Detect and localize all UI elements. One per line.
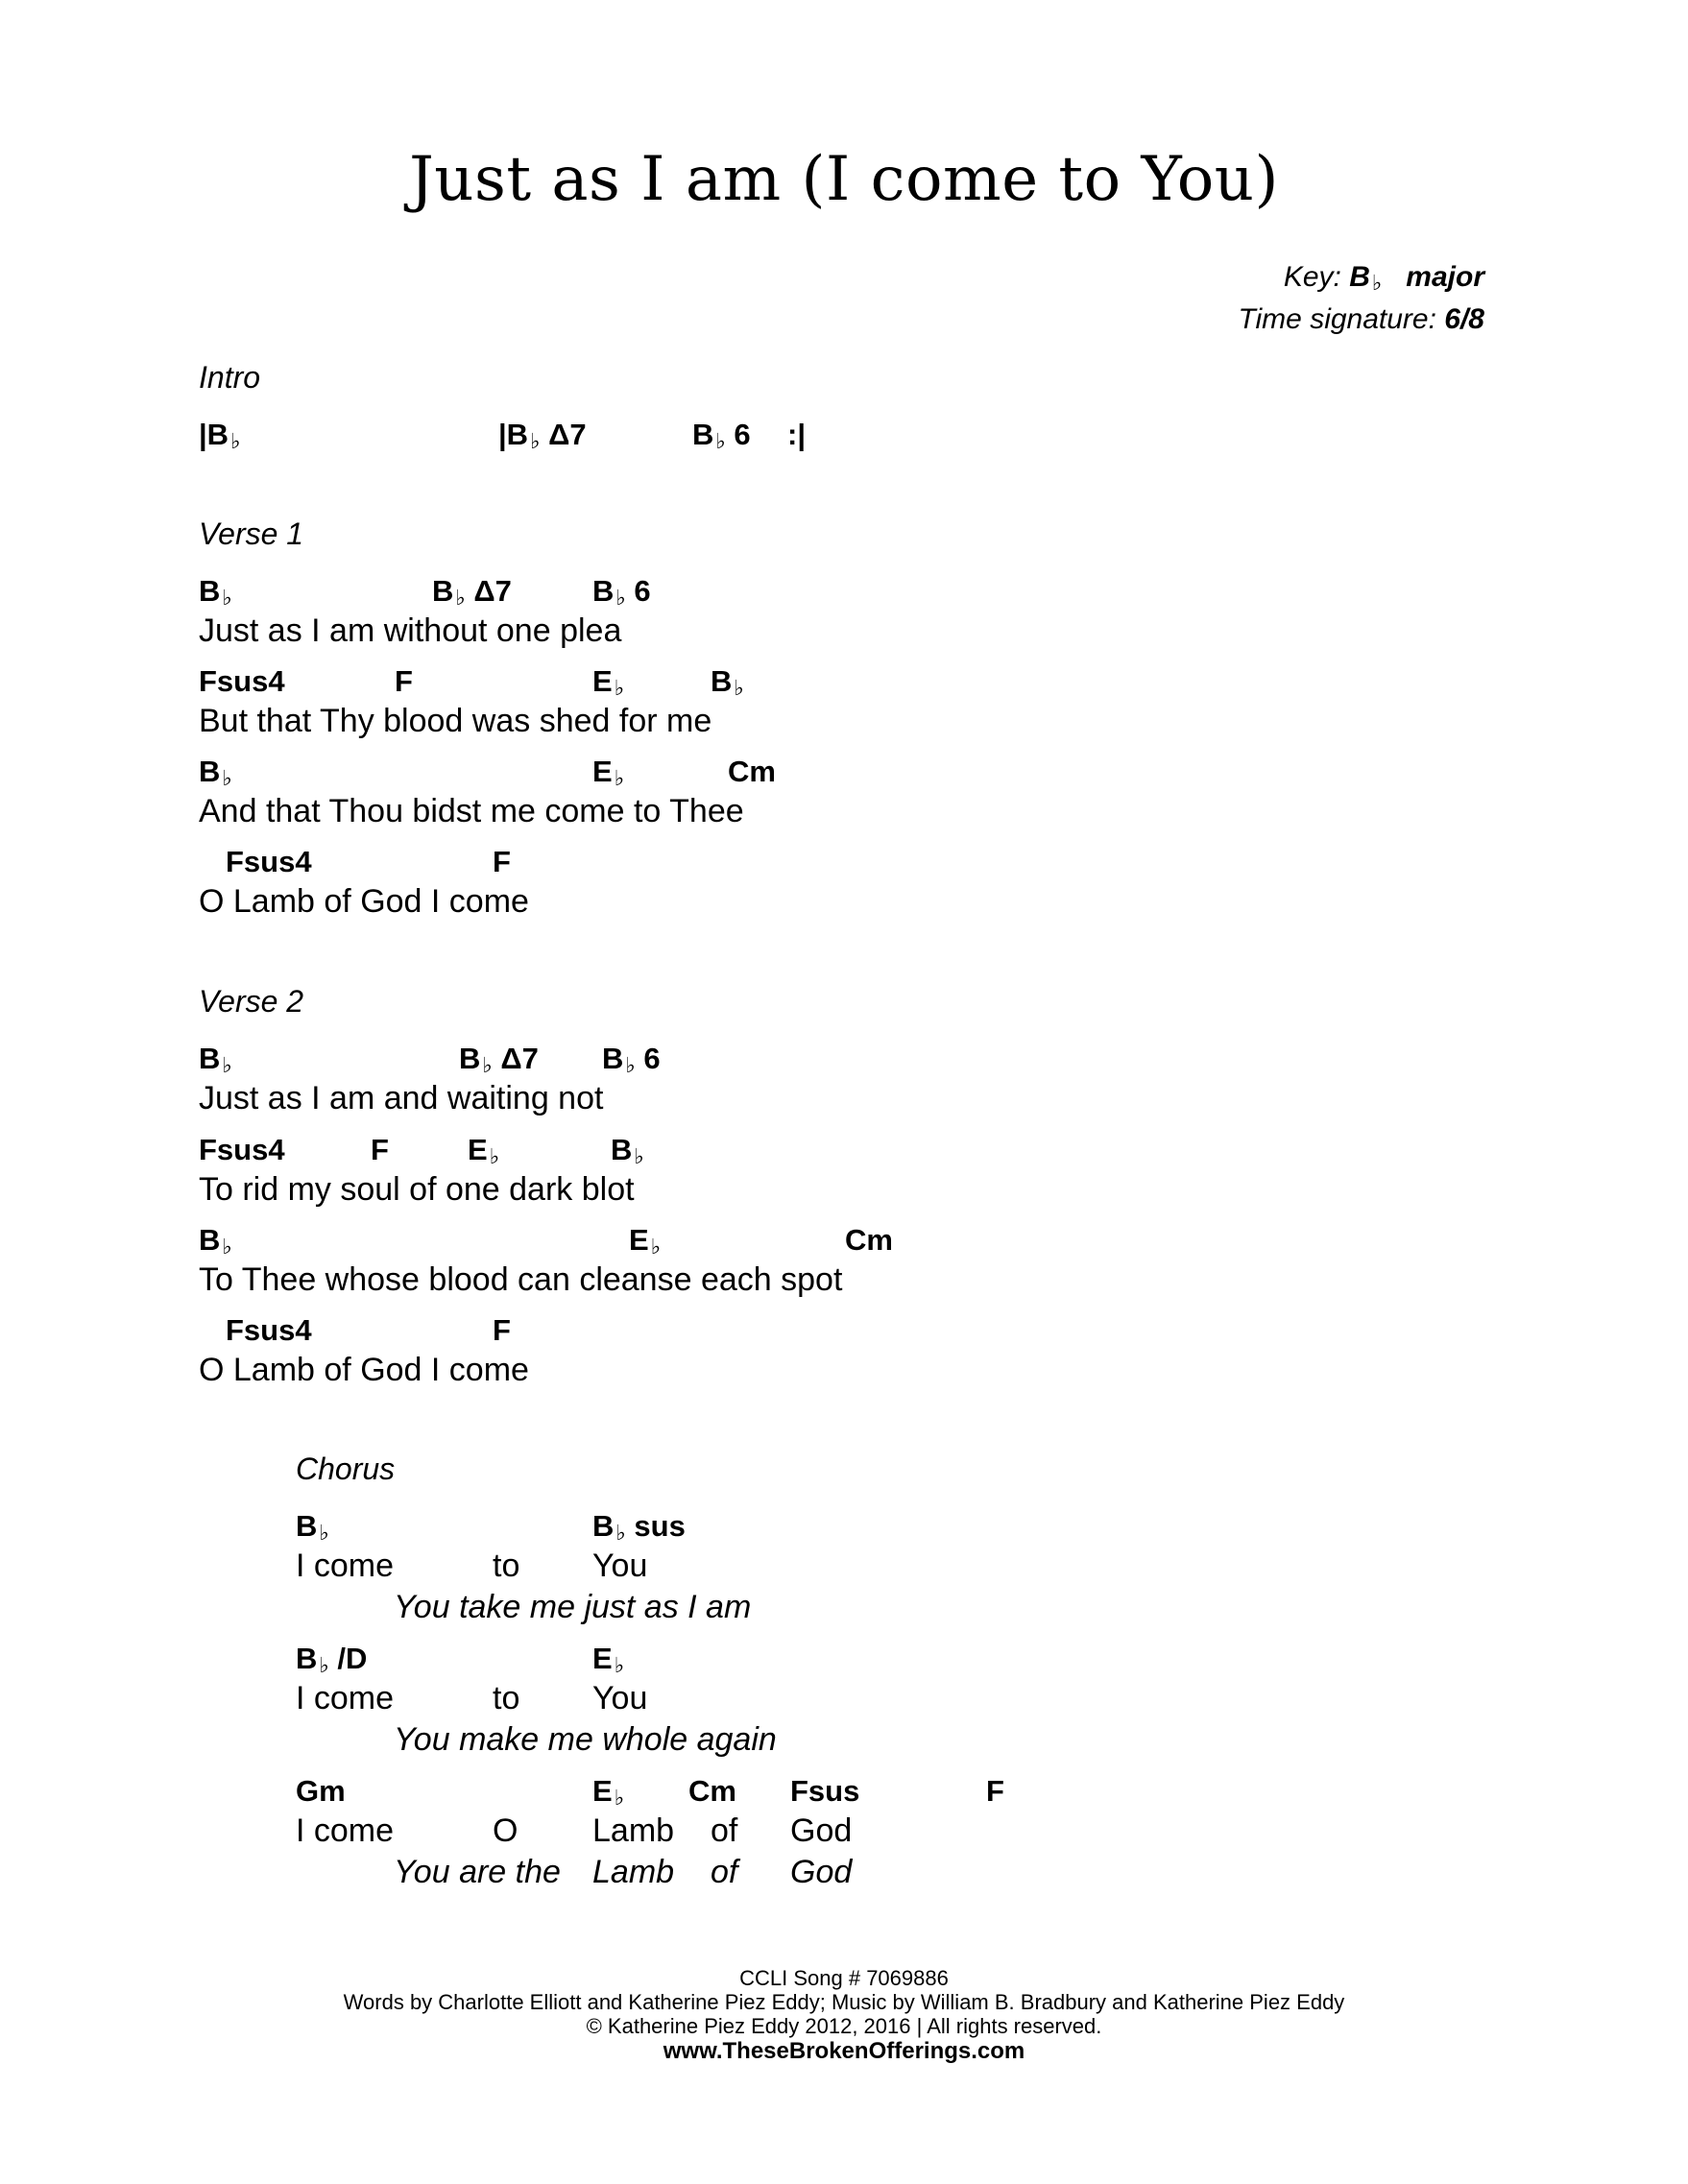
- chord: B♭: [199, 574, 232, 610]
- chord: B♭ Δ7: [432, 574, 512, 610]
- chord: B♭: [611, 1133, 644, 1168]
- chord: B♭: [711, 664, 744, 700]
- chord: E♭: [468, 1133, 500, 1168]
- lyric-part: O: [493, 1812, 518, 1849]
- lyric-part: Lamb: [592, 1812, 675, 1849]
- intro-chord: :|: [787, 418, 806, 451]
- section-label-verse-1: Verse 1: [199, 516, 304, 551]
- song-key: [1284, 261, 1484, 296]
- time-signature: [1238, 303, 1484, 336]
- chord: E♭: [592, 755, 625, 790]
- lyric-part: to: [493, 1680, 520, 1716]
- chord: B♭ sus: [592, 1509, 686, 1545]
- chord: Fsus4: [226, 1313, 312, 1347]
- chord: F: [371, 1133, 389, 1166]
- chord: F: [493, 845, 511, 878]
- time-label: Time signature:: [1238, 303, 1436, 335]
- section-label-chorus: Chorus: [296, 1452, 396, 1486]
- chord: Fsus4: [226, 845, 312, 878]
- lyric-part: God: [790, 1812, 853, 1849]
- chord: E♭: [592, 1774, 625, 1810]
- alt-lyric-part: God: [790, 1854, 853, 1890]
- chord: Cm: [688, 1774, 736, 1808]
- chord: Fsus: [790, 1774, 860, 1808]
- chord: B♭: [199, 1223, 232, 1259]
- lyric-part: I come: [296, 1812, 395, 1849]
- lyric-line: O Lamb of God I come: [199, 1352, 529, 1388]
- alt-lyric-line: You take me just as I am: [394, 1589, 752, 1625]
- lyric-line: But that Thy blood was shed for me: [199, 703, 712, 739]
- chord: Cm: [845, 1223, 893, 1257]
- alt-lyric-line: You make me whole again: [394, 1721, 777, 1758]
- chord: B♭ Δ7: [459, 1042, 539, 1077]
- chord: Gm: [296, 1774, 346, 1808]
- chord: E♭: [592, 664, 625, 700]
- key-value: B♭: [1349, 261, 1383, 295]
- key-label: Key:: [1283, 261, 1341, 293]
- chord: Cm: [728, 755, 776, 788]
- alt-lyric-part: You are the: [394, 1854, 561, 1890]
- intro-chord: |B♭: [199, 418, 241, 453]
- song-title: Just as I am (I come to You): [409, 144, 1279, 215]
- lyric-line: Just as I am and waiting not: [199, 1080, 604, 1116]
- chord: Fsus4: [199, 1133, 285, 1166]
- alt-lyric-part: Lamb: [592, 1854, 675, 1890]
- time-value: 6/8: [1444, 303, 1484, 335]
- lyric-line: Just as I am without one plea: [199, 612, 622, 649]
- lyric-line: And that Thou bidst me come to Thee: [199, 793, 744, 829]
- lyric-line: To rid my soul of one dark blot: [199, 1171, 635, 1208]
- alt-lyric-part: of: [711, 1854, 738, 1890]
- chord: F: [395, 664, 413, 698]
- lyric-part: to: [493, 1548, 520, 1584]
- song-credits: Words by Charlotte Elliott and Katherine Piez Eddy; Music by William B. Bradbury and Katherine Piez Eddy: [343, 1990, 1345, 2014]
- section-label-intro: Intro: [199, 360, 261, 395]
- lyric-part: You: [592, 1548, 648, 1584]
- chord: B♭: [199, 755, 232, 790]
- chord: B♭ /D: [296, 1642, 368, 1677]
- copyright-notice: © Katherine Piez Eddy 2012, 2016 | All rights reserved.: [586, 2014, 1102, 2038]
- chord: F: [493, 1313, 511, 1347]
- ccli-number: CCLI Song # 7069886: [739, 1966, 949, 1990]
- lyric-part: of: [711, 1812, 738, 1849]
- chord: B♭ 6: [602, 1042, 661, 1077]
- lyric-part: You: [592, 1680, 648, 1716]
- lyric-part: I come: [296, 1680, 395, 1716]
- chord: E♭: [592, 1642, 625, 1677]
- intro-chord: B♭ 6: [692, 418, 751, 453]
- chord: B♭: [296, 1509, 329, 1545]
- chord: Fsus4: [199, 664, 285, 698]
- chord: F: [986, 1774, 1004, 1808]
- chord: B♭ 6: [592, 574, 651, 610]
- chord: B♭: [199, 1042, 232, 1077]
- chord: E♭: [629, 1223, 662, 1259]
- section-label-verse-2: Verse 2: [199, 984, 304, 1019]
- lyric-part: I come: [296, 1548, 395, 1584]
- lyric-line: To Thee whose blood can cleanse each spot: [199, 1261, 843, 1298]
- lyric-line: O Lamb of God I come: [199, 883, 529, 920]
- intro-chord: |B♭ Δ7: [498, 418, 587, 453]
- key-mode: major: [1406, 261, 1484, 293]
- website-link[interactable]: www.TheseBrokenOfferings.com: [663, 2038, 1025, 2064]
